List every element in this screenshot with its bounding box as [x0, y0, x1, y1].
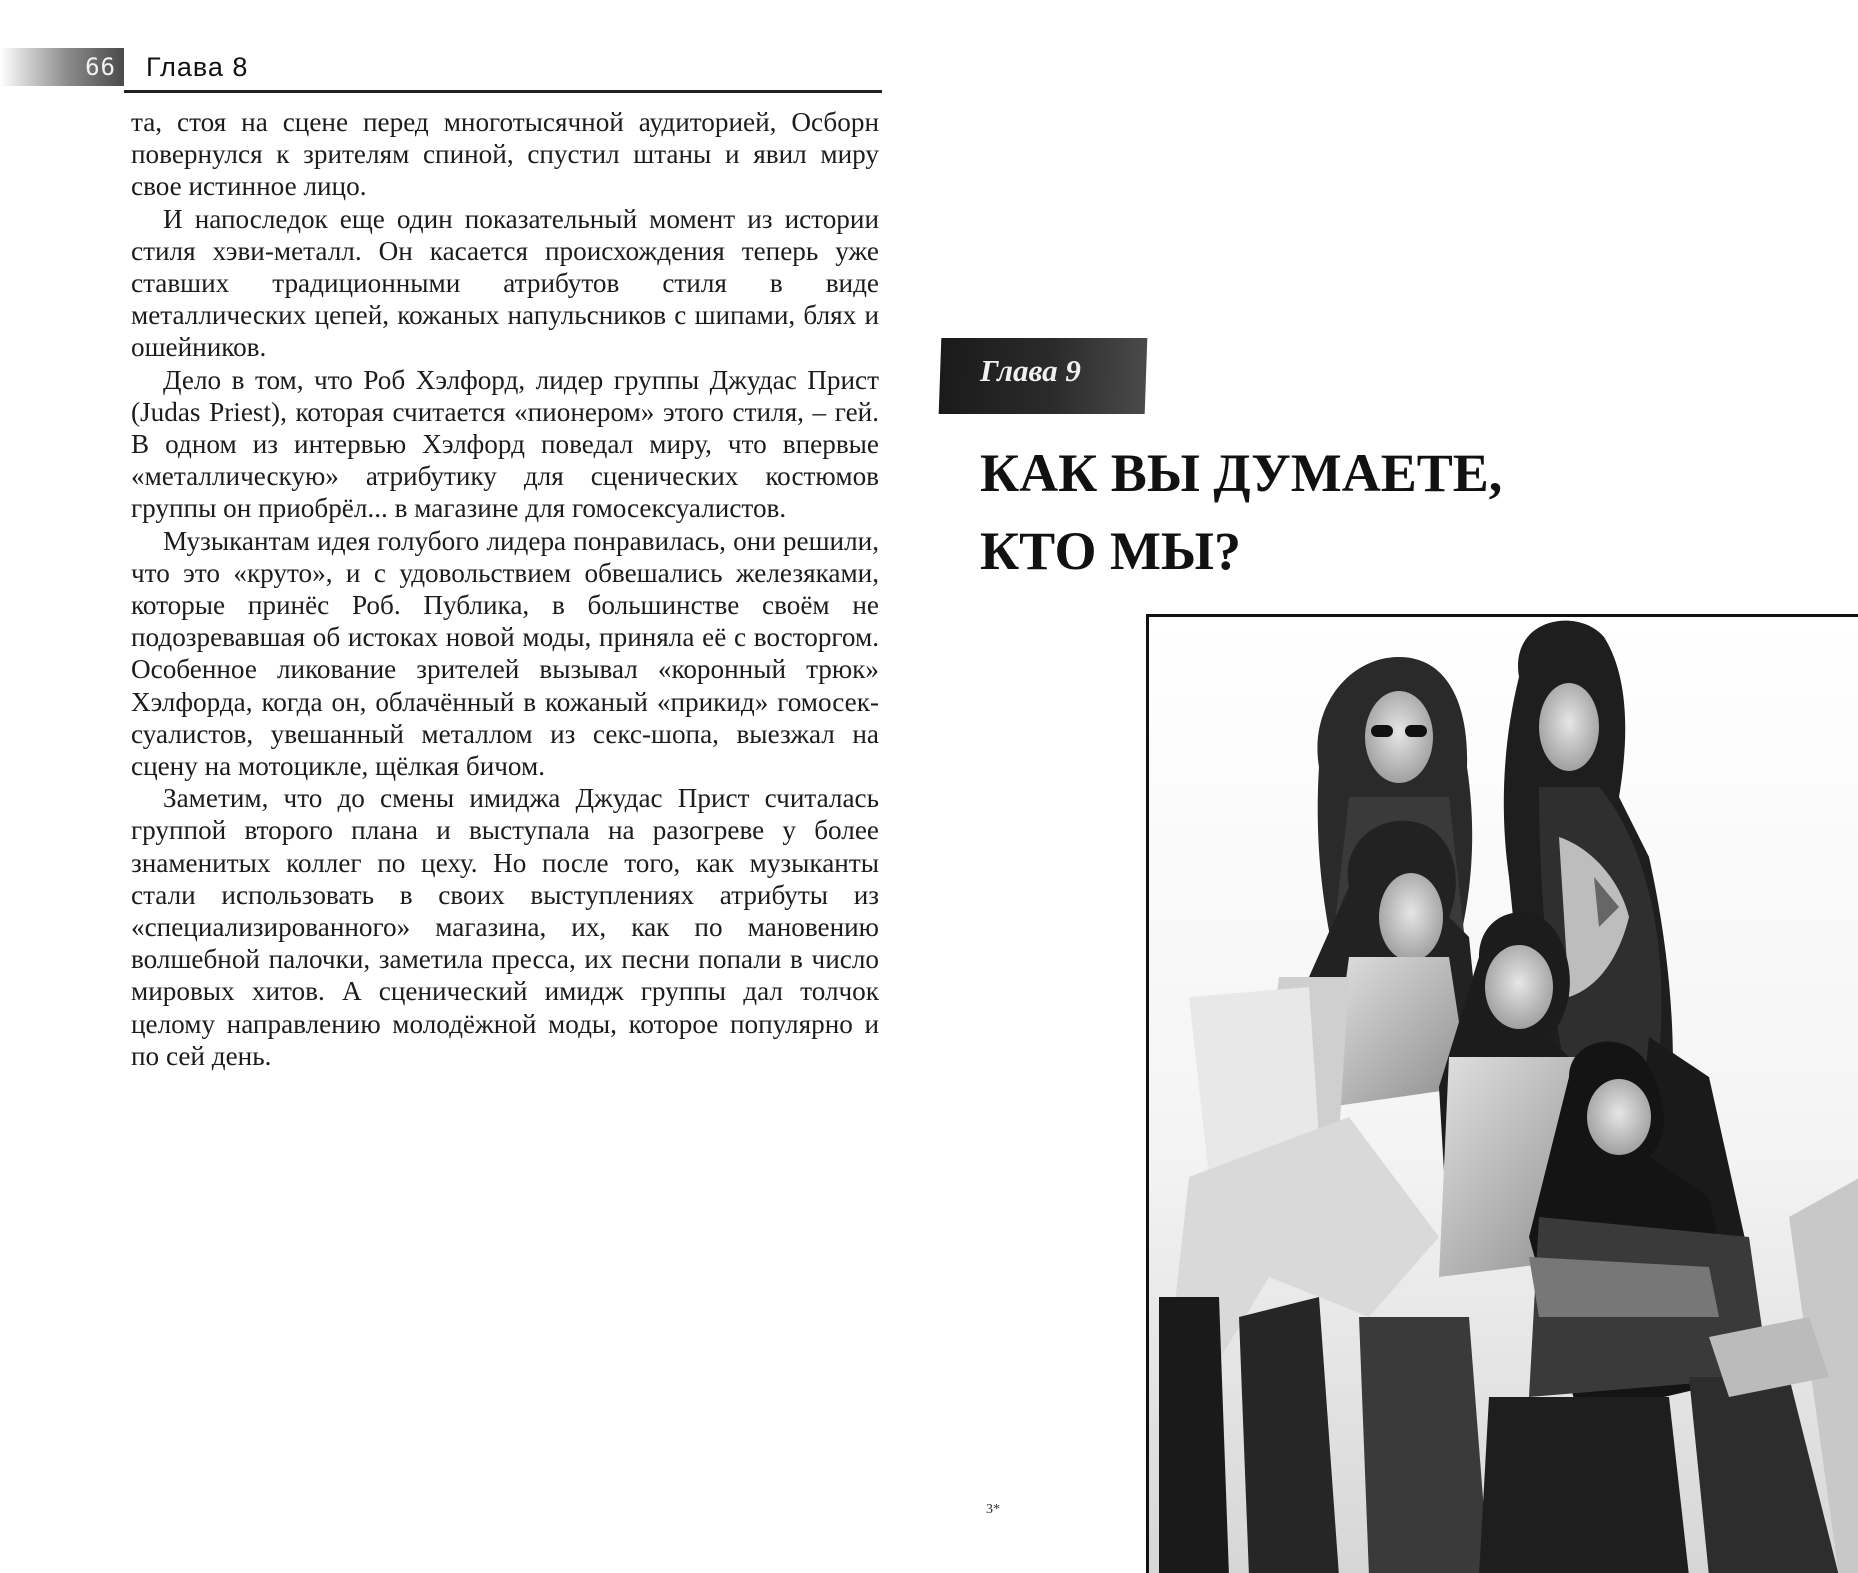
header-rule — [124, 90, 882, 93]
band-photo-image — [1149, 617, 1858, 1573]
paragraph: Дело в том, что Роб Хэлфорд, лидер группы Джудас Прист (Judas Priest), которая считается «пионером» этого стиля, – гей. В одном из интервью Хэлфорд поведал миру, что впервые «металлическую» атрибутику для сценических костюмов группы он приобрёл... в магазине для гомосексуалистов. — [131, 364, 879, 524]
paragraph: та, стоя на сцене перед многотысячной аудиторией, Осборн повернулся к зрителям спиной, спустил штаны и явил миру свое истинное лицо. — [131, 107, 879, 202]
running-head — [0, 48, 890, 86]
paragraph: Заметим, что до смены имиджа Джудас Прист считалась группой второго плана и выступала на разогреве у более знаменитых коллег по цеху. Но после того, как музыканты стали использовать в своих выступлениях атрибуты из «специализированного» магазина, их, как по мановению волшебной палочки, заметила пресса, их песни попали в число мировых хитов. А сценический имидж группы дал толчок целому направлению молодёжной моды, которое популярно и по сей день. — [131, 783, 879, 1071]
body-text — [131, 106, 879, 1072]
band-photo — [1146, 614, 1858, 1573]
paragraph: Музыкантам идея голубого лидера понравилась, они решили, что это «круто», и с удовольствием обвешались железяками, которые принёс Роб. Публика, в большинстве своём не подозревавшая об истоках новой моды, приняла её с восторгом. Особенное ликование зрителей вызывал «коронный трюк» Хэлфорда, когда он, облачённый в кожаный «прикид» гомосексуалистов, увешанный металлом из секс-шопа, выезжал на сцену на мотоцикле, щёлкая бичом. — [131, 525, 879, 782]
chapter-title-line: КАК ВЫ ДУМАЕТЕ, — [980, 443, 1503, 503]
chapter-title — [980, 434, 1680, 590]
chapter-title-line: КТО МЫ? — [980, 521, 1241, 581]
signature-mark: 3* — [986, 1502, 1000, 1517]
chapter-label: Глава 9 — [980, 353, 1081, 388]
page-number: 66 — [0, 48, 124, 86]
paragraph: И напоследок еще один показательный момент из истории стиля хэви-металл. Он касается происхождения теперь уже ставших традиционными атрибутов стиля в виде металлических цепей, кожаных напульсников с шипами, блях и ошейников. — [131, 203, 879, 363]
running-chapter-title: Глава 8 — [146, 52, 249, 82]
